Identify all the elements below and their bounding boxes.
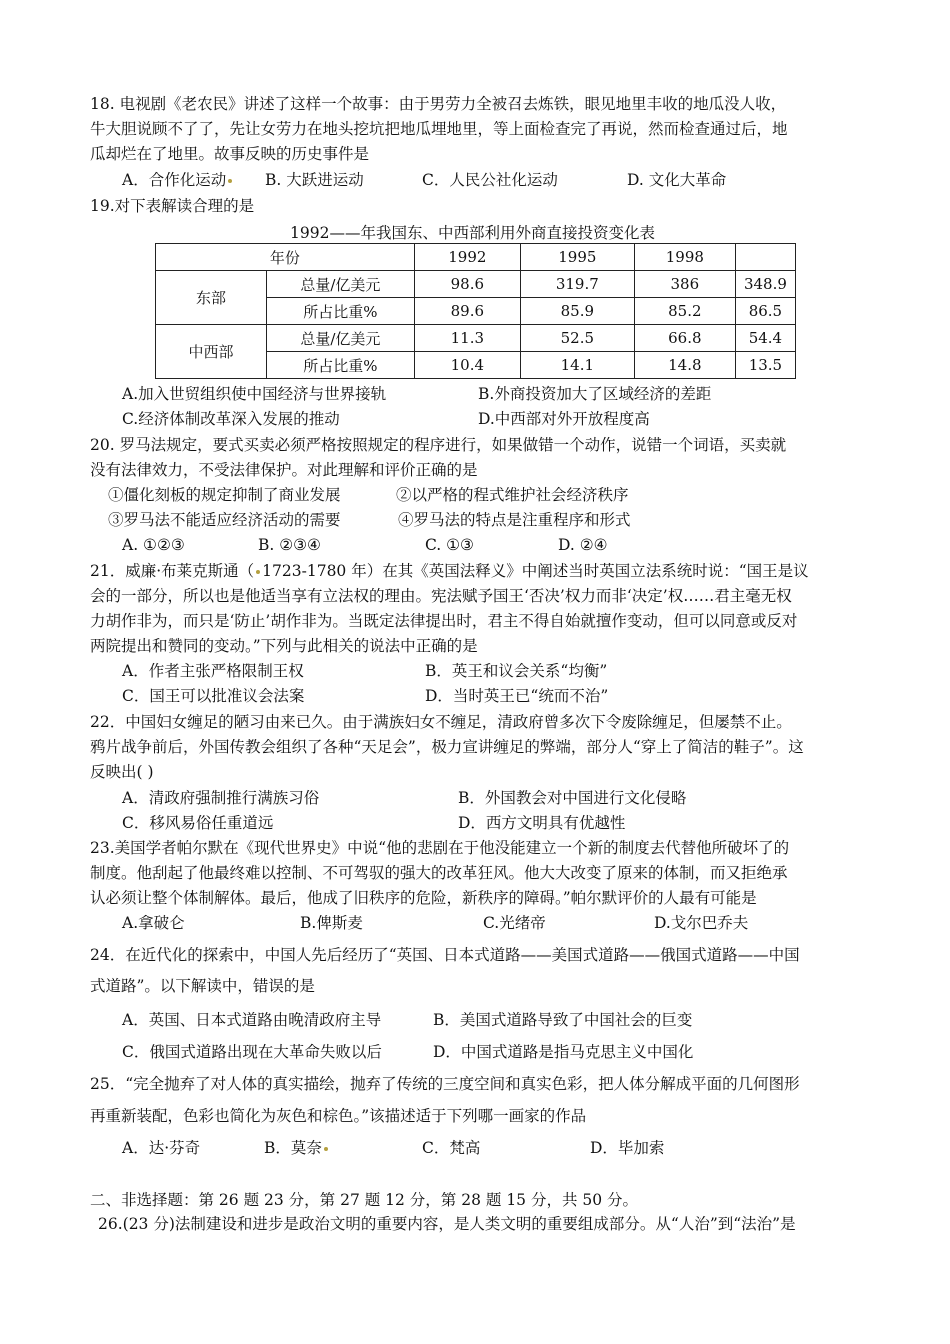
q19-option-d: D.中西部对外开放程度高 bbox=[478, 410, 650, 428]
q21-option-d: D．当时英王已“统而不治” bbox=[425, 687, 609, 705]
metric-cell: 总量/亿美元 bbox=[267, 325, 415, 352]
q19-option-c: C.经济体制改革深入发展的推动 bbox=[122, 410, 340, 428]
q20-option-c: C. ①③ bbox=[425, 536, 474, 554]
q21-line3: 力胡作非为，而只是‘防止’胡作非为。当既定法律提出时，君主不得自始就擅作变动，但可以同意或反对 bbox=[90, 612, 798, 630]
q24-option-b: B．美国式道路导致了中国社会的巨变 bbox=[433, 1011, 693, 1029]
q20-option-d: D. ②④ bbox=[558, 536, 608, 554]
metric-cell: 所占比重% bbox=[267, 298, 415, 325]
table-row bbox=[156, 271, 796, 298]
q20-item-3: ③罗马法不能适应经济活动的需要 bbox=[108, 511, 341, 529]
q24-line1: 24．在近代化的探索中，中国人先后经历了“英国、日本式道路——美国式道路——俄国式道路——中国 bbox=[90, 946, 800, 964]
q21-line2: 会的一部分，所以也是他适当享有立法权的理由。宪法赋予国王‘否决’权力而非‘决定’权……君主毫无权 bbox=[90, 587, 792, 605]
investment-table bbox=[155, 243, 796, 379]
q19-option-b: B.外商投资加大了区域经济的差距 bbox=[478, 385, 712, 403]
q18-option-a: A．合作化运动 bbox=[122, 170, 234, 190]
q20-line2: 没有法律效力，不受法律保护。对此理解和评价正确的是 bbox=[90, 461, 478, 479]
q18-line3: 瓜却烂在了地里。故事反映的历史事件是 bbox=[90, 145, 370, 163]
q21-line4: 两院提出和赞同的变动。”下列与此相关的说法中正确的是 bbox=[90, 637, 478, 655]
header-1995: 1995 bbox=[520, 244, 634, 271]
q23-option-a: A.拿破仑 bbox=[122, 914, 185, 932]
value-cell: 66.8 bbox=[634, 325, 735, 352]
speck-mark bbox=[228, 179, 232, 183]
q22-option-c: C．移风易俗任重道远 bbox=[122, 814, 274, 832]
q18-option-d: D. 文化大革命 bbox=[627, 171, 727, 189]
value-cell: 85.2 bbox=[634, 298, 735, 325]
q21-option-b: B．英王和议会关系“均衡” bbox=[425, 662, 608, 680]
value-cell: 10.4 bbox=[414, 352, 520, 379]
q20-option-a: A. ①②③ bbox=[122, 536, 185, 554]
q23-option-d: D.戈尔巴乔夫 bbox=[654, 914, 749, 932]
q20-option-b: B. ②③④ bbox=[258, 536, 321, 554]
table-header-row bbox=[156, 244, 796, 271]
speck-mark bbox=[324, 1147, 328, 1151]
q24-option-d: D．中国式道路是指马克思主义中国化 bbox=[433, 1043, 694, 1061]
header-blank bbox=[735, 244, 795, 271]
q23-line3: 认必须让整个体制解体。最后，他成了旧秩序的危险，新秩序的障碍。”帕尔默评价的人最有可能是 bbox=[90, 889, 757, 907]
q18-option-c: C．人民公社化运动 bbox=[422, 171, 558, 189]
q22-option-b: B．外国教会对中国进行文化侵略 bbox=[458, 789, 687, 807]
q24-option-a: A．英国、日本式道路由晚清政府主导 bbox=[122, 1011, 382, 1029]
q23-option-c: C.光绪帝 bbox=[483, 914, 546, 932]
value-cell: 14.8 bbox=[634, 352, 735, 379]
value-cell: 11.3 bbox=[414, 325, 520, 352]
q21-option-c: C．国王可以批准议会法案 bbox=[122, 687, 305, 705]
q23-option-b: B.俾斯麦 bbox=[300, 914, 363, 932]
q20-line1: 20. 罗马法规定，要式买卖必须严格按照规定的程序进行，如果做错一个动作，说错一个词语，买卖就 bbox=[90, 436, 787, 454]
q19-option-a: A.加入世贸组织使中国经济与世界接轨 bbox=[122, 385, 387, 403]
header-1998: 1998 bbox=[634, 244, 735, 271]
section-heading: 二、非选择题：第 26 题 23 分，第 27 题 12 分，第 28 题 15 分，共 50 分。 bbox=[90, 1191, 639, 1209]
value-cell: 348.9 bbox=[735, 271, 795, 298]
metric-cell: 所占比重% bbox=[267, 352, 415, 379]
q24-option-c: C．俄国式道路出现在大革命失败以后 bbox=[122, 1043, 382, 1061]
speck-mark bbox=[256, 570, 260, 574]
value-cell: 85.9 bbox=[520, 298, 634, 325]
header-1992: 1992 bbox=[414, 244, 520, 271]
q23-line1: 23.美国学者帕尔默在《现代世界史》中说“他的悲剧在于他没能建立一个新的制度去代替他所破坏了的 bbox=[90, 839, 790, 857]
q24-line2: 式道路”。以下解读中，错误的是 bbox=[90, 977, 315, 995]
value-cell: 89.6 bbox=[414, 298, 520, 325]
header-year: 年份 bbox=[156, 244, 415, 271]
value-cell: 386 bbox=[634, 271, 735, 298]
q23-line2: 制度。他刮起了他最终难以控制、不可驾驭的强大的改革狂风。他大大改变了原来的体制，而又拒绝承 bbox=[90, 864, 788, 882]
value-cell: 52.5 bbox=[520, 325, 634, 352]
q22-line1: 22．中国妇女缠足的陋习由来已久。由于满族妇女不缠足，清政府曾多次下令废除缠足，但屡禁不止。 bbox=[90, 713, 792, 731]
q22-option-d: D．西方文明具有优越性 bbox=[458, 814, 626, 832]
q22-line2: 鸦片战争前后，外国传教会组织了各种“天足会”，极力宣讲缠足的弊端，部分人“穿上了简洁的鞋子”。这 bbox=[90, 738, 804, 756]
q25-option-a: A．达·芬奇 bbox=[122, 1139, 201, 1157]
q25-line2: 再重新装配，色彩也简化为灰色和棕色。”该描述适于下列哪一画家的作品 bbox=[90, 1107, 587, 1125]
value-cell: 13.5 bbox=[735, 352, 795, 379]
q18-line2: 牛大胆说顾不了了，先让女劳力在地头挖坑把地瓜埋地里，等上面检查完了再说，然而检查通过后，地 bbox=[90, 120, 788, 138]
value-cell: 319.7 bbox=[520, 271, 634, 298]
q25-option-c: C．梵高 bbox=[422, 1139, 481, 1157]
value-cell: 14.1 bbox=[520, 352, 634, 379]
metric-cell: 总量/亿美元 bbox=[267, 271, 415, 298]
q20-item-4: ④罗马法的特点是注重程序和形式 bbox=[398, 511, 631, 529]
q18-option-b: B. 大跃进运动 bbox=[265, 171, 364, 189]
q26-line1: 26.(23 分)法制建设和进步是政治文明的重要内容，是人类文明的重要组成部分。从“人治”到“法治”是 bbox=[98, 1215, 796, 1233]
east-label: 东部 bbox=[156, 271, 267, 325]
q25-option-d: D．毕加索 bbox=[590, 1139, 665, 1157]
q22-line3: 反映出( ) bbox=[90, 763, 154, 781]
midwest-label: 中西部 bbox=[156, 325, 267, 379]
q20-item-2: ②以严格的程式维护社会经济秩序 bbox=[396, 486, 629, 504]
q19-stem: 19.对下表解读合理的是 bbox=[90, 197, 255, 215]
q22-option-a: A．清政府强制推行满族习俗 bbox=[122, 789, 320, 807]
q25-option-b: B．莫奈 bbox=[264, 1138, 330, 1158]
q18-line1: 18. 电视剧《老农民》讲述了这样一个故事：由于男劳力全被召去炼铁，眼见地里丰收的地瓜没人收， bbox=[90, 95, 787, 113]
table-caption: 1992——年我国东、中西部利用外商直接投资变化表 bbox=[290, 224, 655, 242]
q20-item-1: ①僵化刻板的规定抑制了商业发展 bbox=[108, 486, 341, 504]
q21-option-a: A．作者主张严格限制王权 bbox=[122, 662, 304, 680]
value-cell: 98.6 bbox=[414, 271, 520, 298]
table-row bbox=[156, 325, 796, 352]
value-cell: 86.5 bbox=[735, 298, 795, 325]
q21-line1: 21．威廉·布莱克斯通（ 1723-1780 年）在其《英国法释义》中阐述当时英国立法系统时说：“国王是议 bbox=[90, 562, 809, 580]
value-cell: 54.4 bbox=[735, 325, 795, 352]
q25-line1: 25．“完全抛弃了对人体的真实描绘，抛弃了传统的三度空间和真实色彩，把人体分解成平面的几何图形 bbox=[90, 1075, 800, 1093]
